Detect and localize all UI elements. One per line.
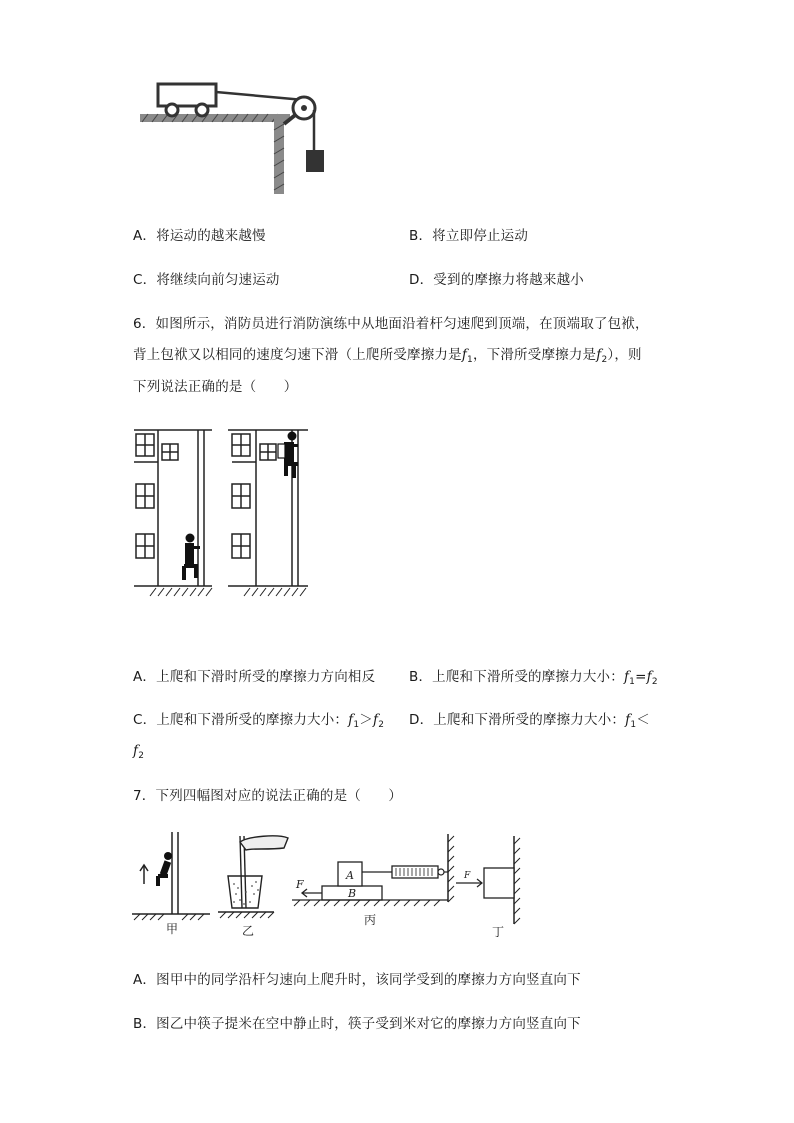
label-jia: 甲 bbox=[166, 922, 179, 936]
subscript: 2 bbox=[138, 751, 145, 761]
label-yi: 乙 bbox=[242, 924, 255, 938]
q6-stem-line2 bbox=[133, 346, 642, 369]
label-F-left: F bbox=[296, 878, 304, 891]
q6-stem-text: ），则 bbox=[607, 347, 642, 363]
subscript: 1 bbox=[629, 677, 636, 687]
symbol-f: f bbox=[372, 712, 379, 728]
q7-option-a: A．图甲中的同学沿杆匀速向上爬升时，该同学受到的摩擦力方向竖直向下 bbox=[133, 972, 581, 988]
q6-stem-line1: 6．如图所示，消防员进行消防演练中从地面沿着杆匀速爬到顶端，在顶端取了包袱， bbox=[133, 316, 649, 332]
option-text: D．上爬和下滑所受的摩擦力大小： bbox=[409, 712, 626, 728]
subscript: 1 bbox=[353, 720, 360, 730]
q6-option-a: A．上爬和下滑时所受的摩擦力方向相反 bbox=[133, 669, 376, 685]
symbol-f: f bbox=[596, 347, 602, 363]
q6-stem-text: 背上包袱又以相同的速度匀速下滑（上爬所受摩擦力是 bbox=[133, 347, 462, 363]
label-ding: 丁 bbox=[492, 925, 505, 939]
operator: ＜ bbox=[636, 712, 650, 728]
cart-pulley-figure bbox=[136, 70, 336, 200]
q6-option-d bbox=[409, 711, 650, 734]
label-A: A bbox=[346, 869, 354, 882]
q6-stem-line3: 下列说法正确的是（ ） bbox=[133, 379, 298, 395]
subscript: 1 bbox=[630, 720, 637, 730]
symbol-f: f bbox=[348, 712, 354, 728]
q6-option-b bbox=[409, 668, 658, 691]
symbol-f: f bbox=[625, 712, 631, 728]
option-text: B．上爬和下滑所受的摩擦力大小： bbox=[409, 669, 624, 685]
label-F-right: F bbox=[464, 871, 471, 881]
symbol-f: f bbox=[646, 669, 652, 685]
q5-option-b: B．将立即停止运动 bbox=[409, 228, 529, 244]
option-text: C．上爬和下滑所受的摩擦力大小： bbox=[133, 712, 349, 728]
subscript: 2 bbox=[651, 677, 658, 687]
subscript: 1 bbox=[467, 355, 473, 365]
label-bing: 丙 bbox=[364, 913, 377, 927]
symbol-f: f bbox=[461, 347, 468, 363]
q7-stem: 7．下列四幅图对应的说法正确的是（ ） bbox=[133, 788, 403, 804]
operator: = bbox=[635, 669, 647, 685]
operator: ＞ bbox=[359, 712, 373, 728]
q5-option-c: C．将继续向前匀速运动 bbox=[133, 272, 280, 288]
q6-option-c bbox=[133, 711, 384, 734]
label-B: B bbox=[348, 887, 357, 900]
q5-option-a: A．将运动的越来越慢 bbox=[133, 228, 266, 244]
four-panel-figure bbox=[128, 828, 538, 940]
firefighter-pole-figure bbox=[132, 418, 312, 600]
q7-option-b: B．图乙中筷子提米在空中静止时，筷子受到米对它的摩擦力方向竖直向下 bbox=[133, 1016, 581, 1032]
q5-option-d: D．受到的摩擦力将越来越小 bbox=[409, 272, 584, 288]
symbol-f: f bbox=[133, 743, 139, 759]
subscript: 2 bbox=[378, 720, 385, 730]
subscript: 2 bbox=[601, 355, 608, 365]
symbol-f: f bbox=[623, 669, 630, 685]
q6-stem-text: ，下滑所受摩擦力是 bbox=[472, 347, 597, 363]
q6-option-d-wrap bbox=[133, 742, 144, 765]
